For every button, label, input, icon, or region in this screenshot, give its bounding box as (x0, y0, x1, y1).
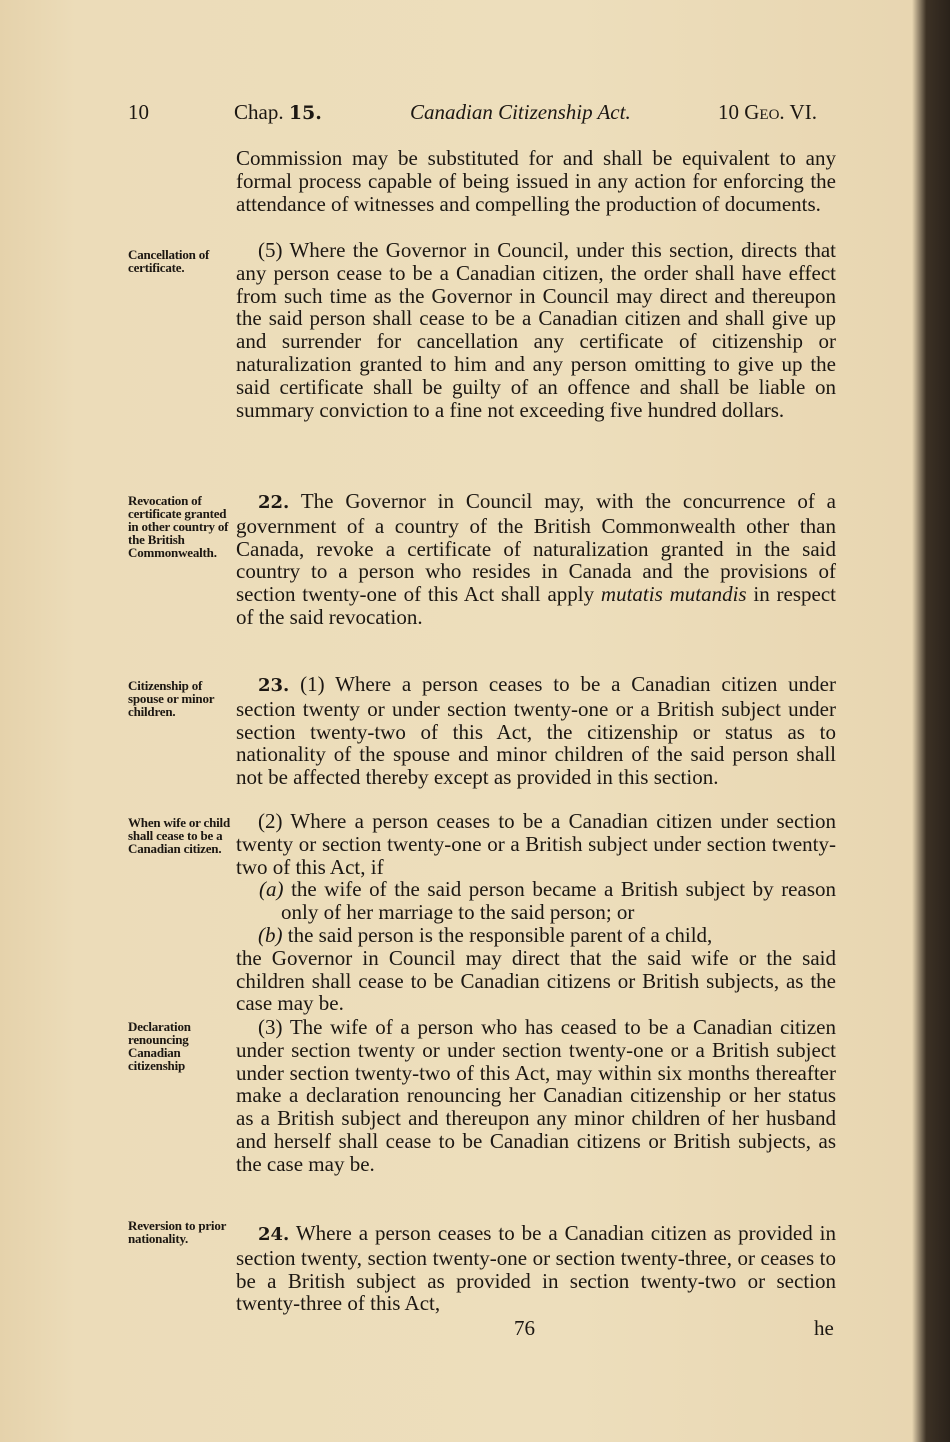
marginal-note-spouse-children: Citizenship of spouse or minor children. (128, 678, 215, 719)
paragraph-text: (5) Where the Governor in Council, under this section, directs that any person cease to be a Canadian citizen, the order shall have effect from such time as the Governor in Council may direct and thereupon the said person shall cease to be a Canadian citizen and shall give up and surrender for cancellation any certificate of citizenship or naturalization granted to him and any person omitting to give up the said certificate shall be guilty of an offence and shall be liable on summary conviction to a fine not exceeding five hundred dollars. (236, 238, 836, 422)
paragraph-text: Commission may be substituted for and shall be equivalent to any formal process capable of being issued in any action for enforcing the attendance of witnesses and compelling the production of documents. (236, 146, 836, 216)
section-23-2 (236, 810, 836, 1015)
section-text: (1) Where a person ceases to be a Canadian citizen under section twenty or under section twenty-one or a British subject under section twenty-two of this Act, the citizenship or status as to nationality of the spouse and minor children of the said person shall not be affected thereby except as provided in this section. (236, 672, 836, 790)
section-22 (236, 490, 836, 629)
regnal-year: 10 Geo. VI. (718, 100, 817, 124)
continued-paragraph (236, 147, 836, 215)
marginal-note-wife-child: When wife or child shall cease to be a Canadian citizen. (128, 815, 230, 856)
paragraph-text (236, 1222, 836, 1315)
section-23-1 (236, 673, 836, 789)
clause-text: the wife of the said person became a British subject by reason only of her marriage to the said person; or (281, 877, 836, 925)
clause-a (236, 878, 836, 924)
section-number: 22. (258, 492, 290, 513)
clause-label: (a) (259, 877, 284, 902)
chapter-heading (234, 100, 322, 125)
subsection-21-5 (236, 239, 836, 421)
section-number: 24. (258, 1224, 290, 1245)
clause-text: the said person is the responsible parent of a child, (287, 922, 713, 947)
section-number: 23. (258, 675, 290, 696)
section-text-part-1: The Governor in Council may, with the concurrence of a government of a country of the British Commonwealth other than Canada, revoke a certificate of naturalization granted in the said country to a person who resides in Canada and the provisions of section twenty-one of this Act shall apply (236, 489, 837, 607)
section-text-part-2: in respect of the said revocation. (236, 582, 836, 629)
section-23-3 (236, 1016, 836, 1176)
paragraph-text: (3) The wife of a person who has ceased to be a Canadian citizen under section twenty or under section twenty-one or a British subject under section twenty-two of this Act, may within six months thereafter make a declaration renouncing her Canadian citizenship or her status as a British subject and thereupon any minor children of her husband and herself shall cease to be Canadian citizens or British subjects, as the case may be. (236, 1015, 836, 1176)
marginal-note-revocation: Revocation of certificate granted in other country of the British Commonwealth. (128, 493, 229, 560)
section-text: Where a person ceases to be a Canadian citizen as provided in section twenty, section twenty-one or section twenty-three, or ceases to be a British subject as provided in section twenty-two or section twenty-three of this Act, (236, 1221, 836, 1316)
marginal-note-reversion: Reversion to prior nationality. (128, 1218, 226, 1246)
paragraph-text: (2) Where a person ceases to be a Canadian citizen under section twenty or section twenty-one or a British subject under section twenty-two of this Act, if (236, 809, 836, 879)
chapter-number: 15. (288, 102, 322, 124)
section-24 (236, 1222, 836, 1315)
page-number: 10 (128, 100, 149, 124)
clause-label: (b) (258, 922, 283, 947)
marginal-note-cancellation: Cancellation of certificate. (128, 247, 210, 275)
catchword: he (814, 1316, 834, 1340)
act-title: Canadian Citizenship Act. (410, 100, 631, 124)
clause-b (236, 924, 836, 947)
latin-phrase: mutatis mutandis (600, 582, 747, 607)
folio-number: 76 (514, 1316, 535, 1340)
marginal-note-declaration: Declaration renouncing Canadian citizenship (128, 1019, 191, 1073)
paragraph-text (236, 490, 836, 629)
chapter-prefix: Chap. (234, 100, 284, 124)
paragraph-continuation: the Governor in Council may direct that the said wife or the said children shall cease to be Canadian citizens or British subjects, as the case may be. (236, 945, 836, 1016)
paragraph-text (236, 673, 836, 789)
